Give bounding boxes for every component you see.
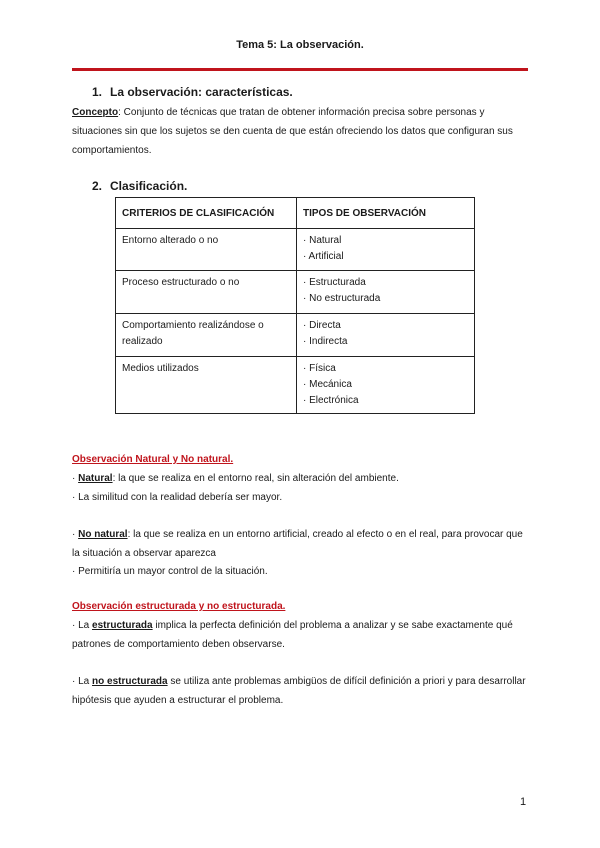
section-1-number: 1. [92, 85, 103, 99]
title-divider [72, 68, 528, 71]
nonnatural-text: : la que se realiza en un entorno artificial, creado al efecto o en el real, para provocar que la situación a observar aparezca [72, 529, 523, 559]
nonnatural-label: No natural [78, 529, 128, 540]
concept-text: : Conjunto de técnicas que tratan de obtener información precisa sobre personas y situaciones sin que los sujetos se den cuenta de que están ofreciendo los datos que configuran sus comportamientos. [72, 107, 513, 156]
structured-label: estructurada [92, 620, 153, 631]
table-header-types: TIPOS DE OBSERVACIÓN [297, 198, 475, 229]
type-item: · Mecánica [303, 379, 352, 390]
natural-bullet: · [72, 473, 79, 484]
concept-paragraph [72, 103, 528, 160]
natural-note: · La similitud con la realidad debería ser mayor. [72, 492, 283, 503]
table-cell-criterion: Comportamiento realizándose o realizado [116, 314, 297, 357]
section-2-number: 2. [92, 179, 103, 193]
type-item: · No estructurada [303, 293, 381, 304]
page-title: Tema 5: La observación. [236, 39, 364, 51]
table-row [116, 271, 475, 314]
type-item: · Estructurada [303, 277, 366, 288]
table-row [116, 357, 475, 414]
type-item: · Artificial [303, 251, 344, 262]
table-header-criteria: CRITERIOS DE CLASIFICACIÓN [116, 198, 297, 229]
table-row [116, 229, 475, 271]
natural-section-heading: Observación Natural y No natural. [72, 454, 234, 465]
table-row [116, 314, 475, 357]
nonnatural-bullet: · [72, 529, 79, 540]
table-cell-criterion: Entorno alterado o no [116, 229, 297, 271]
nonstructured-text: se utiliza ante problemas ambigüos de difícil definición a priori y para desarrollar hipótesis que ayuden a estructurar el problema. [72, 676, 526, 706]
section-2-heading [92, 179, 187, 193]
section-2-title: Clasificación. [110, 179, 188, 193]
type-item: · Física [303, 363, 336, 374]
table-cell-criterion: Proceso estructurado o no [116, 271, 297, 314]
section-1-heading [92, 85, 293, 99]
nonnatural-note: · Permitiría un mayor control de la situación. [72, 566, 268, 577]
nonstructured-label: no estructurada [92, 676, 168, 687]
classification-table [115, 197, 475, 414]
type-item: · Indirecta [303, 336, 348, 347]
natural-text: : la que se realiza en el entorno real, sin alteración del ambiente. [112, 473, 399, 484]
structured-prefix: · La [72, 620, 93, 631]
type-item: · Directa [303, 320, 341, 331]
nonstructured-prefix: · La [72, 676, 93, 687]
structured-text: implica la perfecta definición del problema a analizar y se sabe exactamente qué patrones de comportamiento deben observarse. [72, 620, 513, 650]
type-item: · Natural [303, 235, 342, 246]
table-cell-types [297, 314, 475, 357]
page-number: 1 [520, 796, 527, 808]
natural-label: Natural [78, 473, 113, 484]
natural-definition [72, 469, 528, 488]
concept-label: Concepto [72, 107, 119, 118]
nonstructured-definition [72, 672, 528, 710]
table-cell-criterion: Medios utilizados [116, 357, 297, 414]
type-item: · Electrónica [303, 395, 359, 406]
table-cell-types [297, 271, 475, 314]
structured-definition [72, 616, 528, 654]
nonnatural-definition [72, 525, 528, 563]
section-1-title: La observación: características. [110, 85, 293, 99]
table-cell-types [297, 357, 475, 414]
table-cell-types [297, 229, 475, 271]
table-header-row [116, 198, 475, 229]
structured-section-heading: Observación estructurada y no estructurada. [72, 601, 286, 612]
